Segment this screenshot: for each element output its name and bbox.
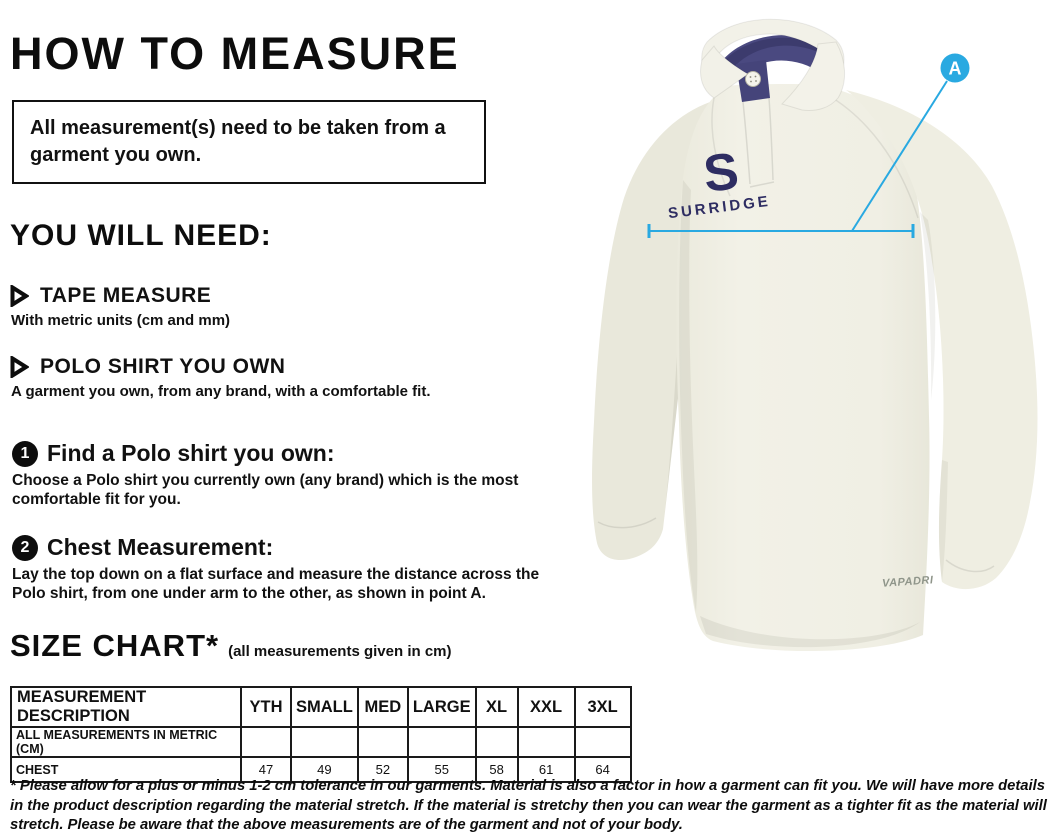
polo-shirt-illustration (590, 0, 1054, 660)
table-cell (291, 727, 358, 757)
triangle-bullet-icon (10, 356, 29, 378)
table-cell (358, 727, 408, 757)
table-cell (476, 727, 518, 757)
tolerance-disclaimer: * Please allow for a plus or minus 1-2 cm tolerance in our garments. Material is also a factor in how a garment can fit you. We will have more details in the product description regarding the material stretch. If the material is stretchy then you can wear the garment as a tighter fit as the material will stretch. Please be aware that the above measurements are of the garment and not of your body. (10, 778, 1047, 833)
step-title: Chest Measurement: (47, 534, 274, 560)
table-cell (518, 727, 575, 757)
column-header: MEASUREMENT DESCRIPTION (11, 687, 241, 727)
table-header-row (11, 687, 631, 727)
product-image-polo-shirt (590, 0, 1054, 660)
step-number-badge: 1 (12, 441, 38, 467)
surridge-logo-text: SURRIDGE (667, 192, 772, 223)
surridge-logo-mark: S (700, 142, 742, 204)
row-label: CHEST (11, 757, 241, 782)
page-title: HOW TO MEASURE (10, 28, 460, 79)
need-item-title: POLO SHIRT YOU OWN (40, 355, 286, 378)
table-cell (575, 727, 631, 757)
measurement-notice: All measurement(s) need to be taken from a garment you own. (12, 100, 486, 184)
table-cell (241, 727, 291, 757)
column-header: MED (358, 687, 408, 727)
column-header: LARGE (408, 687, 476, 727)
step-1-heading (12, 440, 335, 467)
table-cell (408, 727, 476, 757)
size-chart-table (10, 686, 632, 783)
table-cell: 58 (476, 757, 518, 782)
column-header: XL (476, 687, 518, 727)
table-cell: 52 (358, 757, 408, 782)
need-item-description: With metric units (cm and mm) (11, 312, 231, 329)
need-item-tape-measure (10, 284, 211, 308)
you-will-need-heading: YOU WILL NEED: (10, 219, 272, 252)
step-title: Find a Polo shirt you own: (47, 440, 335, 466)
column-header: 3XL (575, 687, 631, 727)
size-chart-title: SIZE CHART* (10, 628, 220, 663)
step-2-description: Lay the top down on a flat surface and measure the distance across the Polo shirt, from one under arm to the other, as shown in point A. (12, 566, 540, 602)
table-cell: 61 (518, 757, 575, 782)
point-a-label: A (948, 58, 962, 79)
triangle-bullet-icon (10, 285, 29, 307)
size-chart-heading (10, 628, 452, 664)
table-cell: 55 (408, 757, 476, 782)
need-item-title: TAPE MEASURE (40, 284, 212, 307)
step-2-heading (12, 534, 273, 561)
table-cell: 64 (575, 757, 631, 782)
step-1-description: Choose a Polo shirt you currently own (any brand) which is the most comfortable fit for you. (12, 472, 519, 508)
column-header: SMALL (291, 687, 358, 727)
collar-button (746, 72, 761, 87)
row-label: ALL MEASUREMENTS IN METRIC (CM) (11, 727, 241, 757)
table-row (11, 727, 631, 757)
size-chart-subtitle: (all measurements given in cm) (228, 643, 452, 660)
table-cell: 47 (241, 757, 291, 782)
column-header: XXL (518, 687, 575, 727)
vapadri-fabric-label: VAPADRI (881, 574, 934, 590)
step-number-badge: 2 (12, 535, 38, 561)
need-item-description: A garment you own, from any brand, with a comfortable fit. (11, 383, 431, 400)
table-cell: 49 (291, 757, 358, 782)
need-item-polo-shirt (10, 355, 285, 379)
column-header: YTH (241, 687, 291, 727)
